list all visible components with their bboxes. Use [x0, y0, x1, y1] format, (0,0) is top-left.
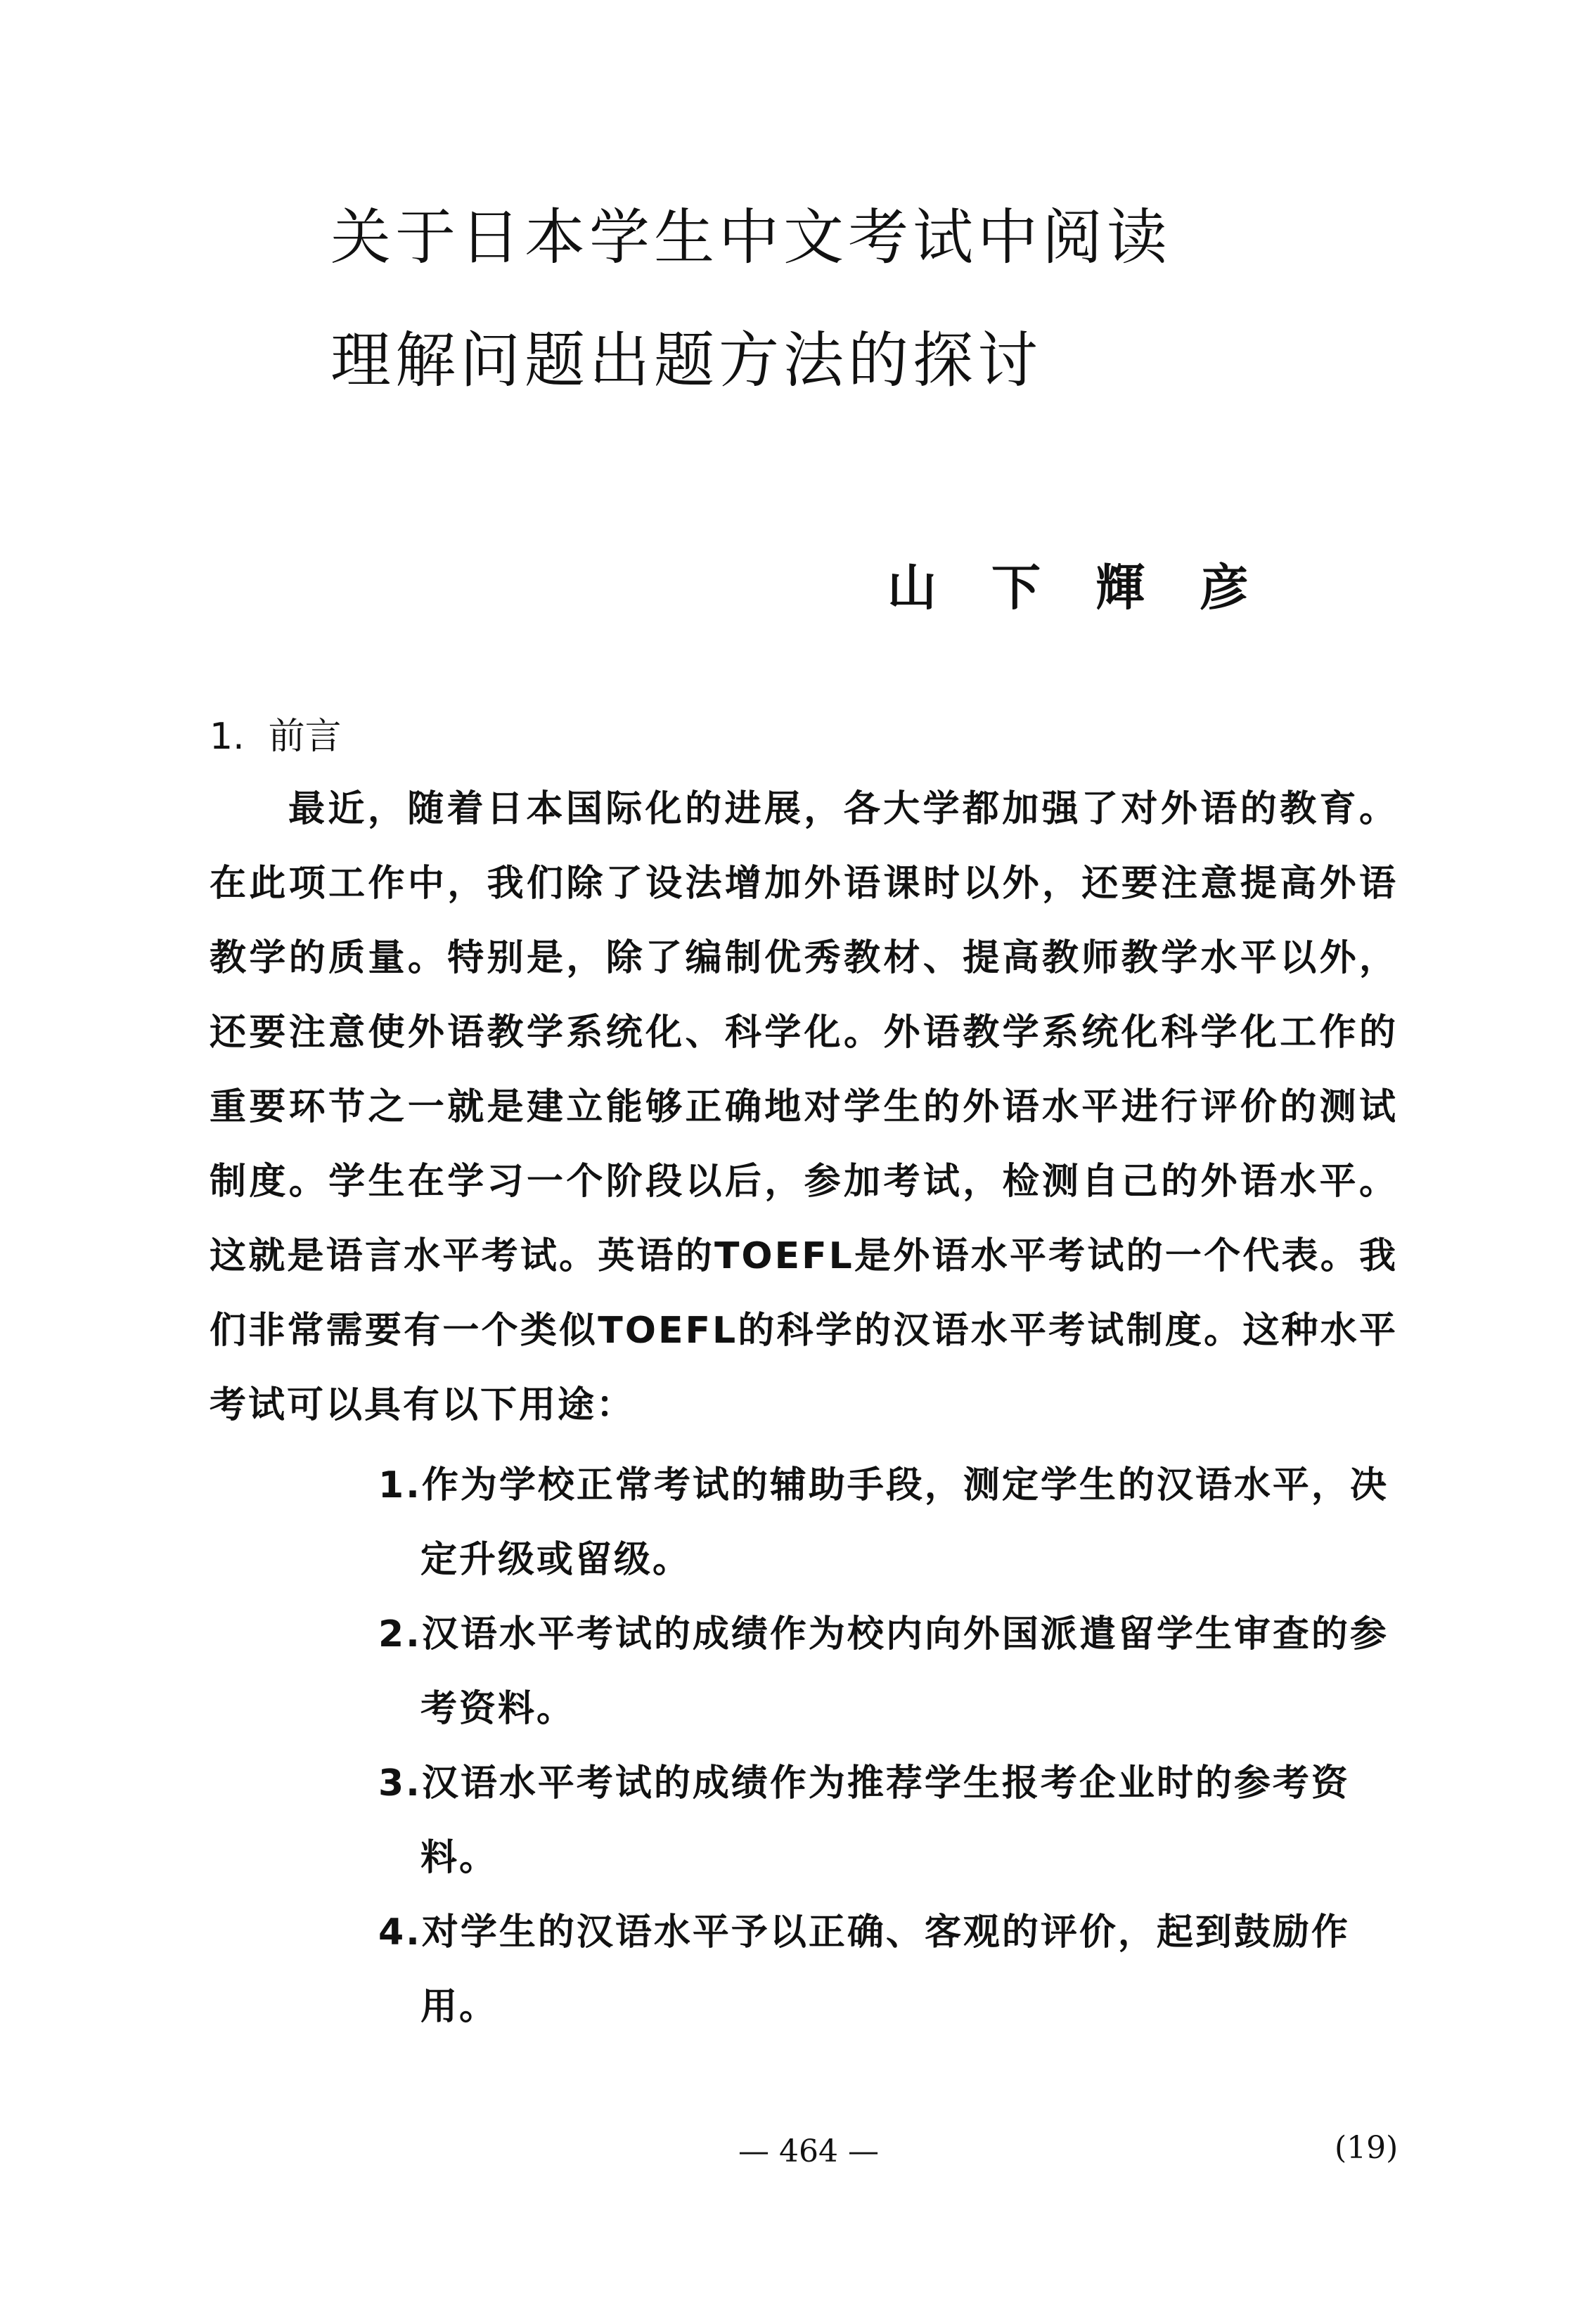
list-item: 1.作为学校正常考试的辅助手段，测定学生的汉语水平，决定升级或留级。 — [378, 1464, 1389, 1581]
body-paragraph: 最近，随着日本国际化的进展，各大学都加强了对外语的教育。在此项工作中，我们除了设法增加外语课时以外，还要注意提高外语教学的质量。特别是，除了编制优秀教材、提高教师教学水平以外，还要注意使外语教学系统化、科学化。外语教学系统化科学化工作的重要环节之一就是建立能够正确地对学生的外语水平进行评价的测试制度。学生在学习一个阶段以后，参加考试，检测自己的外语水平。这就是语言水平考试。英语的TOEFL是外语水平考试的一个代表。我们非常需要有一个类似TOEFL的科学的汉语水平考试制度。这种水平考试可以具有以下用途： — [210, 788, 1398, 1426]
section-number: 1. — [210, 716, 245, 758]
list-item: 4.对学生的汉语水平予以正确、客观的评价，起到鼓励作用。 — [378, 1911, 1350, 2028]
uses-list — [378, 1448, 1405, 2044]
author-name: 山下輝彦 — [887, 558, 1304, 616]
aux-page-number: (19) — [1335, 2130, 1399, 2166]
section-title: 前言 — [268, 716, 342, 758]
list-item: 3.汉语水平考试的成绩作为推荐学生报考企业时的参考资料。 — [378, 1762, 1350, 1879]
list-item: 2.汉语水平考试的成绩作为校内向外国派遣留学生审查的参考资料。 — [378, 1613, 1389, 1730]
title-line-1: 关于日本学生中文考试中阅读 — [330, 202, 1171, 273]
page-number: — 464 — — [738, 2133, 879, 2169]
title-line-2: 理解问题出题方法的探讨 — [330, 325, 1042, 396]
section-heading — [210, 706, 342, 759]
